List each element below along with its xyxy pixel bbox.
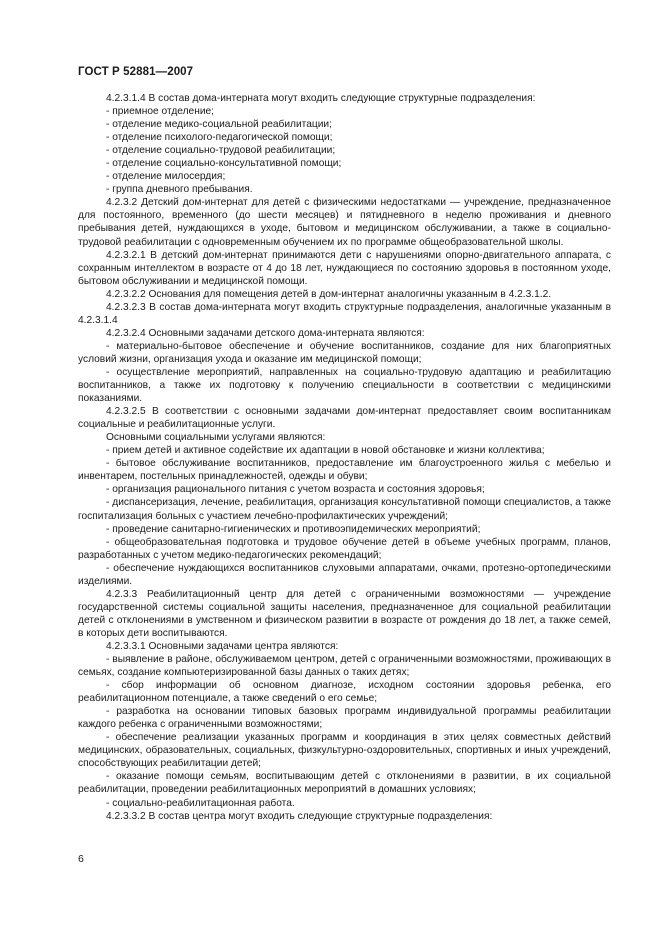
paragraph: - бытовое обслуживание воспитанников, предоставление им благоустроенного жилья с мебелью и инвентарем, постельных принадлежностей, одежды и обуви;: [78, 458, 611, 483]
document-body: [78, 92, 611, 823]
paragraph: 4.2.3.1.4 В состав дома-интерната могут входить следующие структурные подразделения:: [106, 93, 536, 104]
paragraph: - выявление в районе, обслуживаемом центром, детей с ограниченными возможностями, проживающих в семьях, создание компьютеризированной базы данных о таких детях;: [78, 654, 611, 679]
paragraph: 4.2.3.2.5 В соответствии с основными задачами дом-интернат предоставляет своим воспитанникам социальные и реабилитационные услуги.: [78, 406, 611, 431]
paragraph: Основными социальными услугами являются:: [106, 432, 326, 444]
paragraph: - оказание помощи семьям, воспитывающим детей с отклонениями в развитии, в их социальной реабилитации, проведении реабилитационных мероприятий в домашних условиях;: [78, 771, 611, 796]
paragraph: - группа дневного пребывания.: [106, 184, 253, 196]
paragraph: 4.2.3.2.3 В состав дома-интерната могут входить структурные подразделения, аналогичные указанным в 4.2.3.1.4: [78, 301, 611, 326]
paragraph: - обеспечение нуждающихся воспитанников слуховыми аппаратами, очками, протезно-ортопедическими изделиями.: [78, 562, 611, 587]
paragraph: 4.2.3.3 Реабилитационный центр для детей с ограниченными возможностями — учреждение государственной системы социальной защиты населения, предназначенное для социальной реабилитации детей с отклонениями в умственном и физическом развитии в возрасте от рождения до 18 лет, а также семей, в которых дети воспитываются.: [78, 588, 611, 639]
paragraph: - обеспечение реализации указанных программ и координация в этих целях совместных действий медицинских, образовательных, социальных, физкультурно-оздоровительных, спортивных и иных учреждений, способствующих реабилитации детей;: [78, 732, 611, 770]
paragraph: - организация рационального питания с учетом возраста и состояния здоровья;: [106, 484, 485, 496]
paragraph: - осуществление мероприятий, направленных на социально-трудовую адаптацию и реабилитацию воспитанников, а также их подготовку к получению специальности в соответствии с медицинскими показаниями.: [78, 366, 611, 405]
paragraph: - материально-бытовое обеспечение и обучение воспитанников, создание для них благоприятных условий жизни, организация ухода и оказание им медицинской помощи;: [78, 340, 611, 365]
paragraph: - социально-реабилитационная работа.: [106, 797, 295, 809]
paragraph: - прием детей и активное содействие их адаптации в новой обстановке и жизни коллектива;: [106, 445, 545, 457]
paragraph: - отделение социально-трудовой реабилитации;: [106, 145, 336, 157]
paragraph: - разработка на основании типовых базовых программ индивидуальной программы реабилитации каждого ребенка с ограниченными возможностями;: [78, 706, 611, 731]
paragraph: 4.2.3.2 Детский дом-интернат для детей с физическими недостатками — учреждение, предназначенное для постоянного, временного (до шести месяцев) и пятидневного в неделю проживания и дневного пребывания детей, нуждающихся в уходе, бытовом и медицинском обслуживании, а также в социально-трудовой реабилитации с одновременным обучением их по программе общеобразовательной школы.: [78, 197, 611, 248]
paragraph: - приемное отделение;: [106, 106, 215, 118]
paragraph: - отделение медико-социальной реабилитации;: [106, 119, 332, 131]
paragraph: - отделение милосердия;: [106, 171, 226, 183]
page-number: 6: [78, 853, 84, 865]
document-header: ГОСТ Р 52881—2007: [78, 66, 194, 78]
paragraph: - общеобразовательная подготовка и трудовое обучение детей в объеме учебных программ, планов, разработанных с учетом медико-педагогических рекомендаций;: [78, 536, 611, 561]
paragraph: 4.2.3.3.1 Основными задачами центра являются:: [106, 640, 339, 652]
paragraph: - сбор информации об основном диагнозе, исходном состоянии здоровья ребенка, его реабилитационном потенциале, а также сведений о его семье;: [78, 680, 611, 705]
paragraph: - диспансеризация, лечение, реабилитация, организация консультативной помощи специалистов, а также госпитализация больных с участием лечебно-профилактических учреждений;: [78, 497, 611, 522]
paragraph: - отделение социально-консультативной помощи;: [106, 158, 342, 170]
paragraph: 4.2.3.2.4 Основными задачами детского дома-интерната являются:: [106, 327, 425, 339]
paragraph: 4.2.3.3.2 В состав центра могут входить следующие структурные подразделения:: [106, 810, 493, 822]
paragraph: - отделение психолого-педагогической помощи;: [106, 132, 333, 144]
paragraph: 4.2.3.2.1 В детский дом-интернат принимаются дети с нарушениями опорно-двигательного аппарата, с сохранным интеллектом в возрасте от 4 до 18 лет, нуждающиеся по состоянию здоровья в постоянном уходе, бытовом обслуживании и медицинской помощи.: [78, 249, 611, 287]
paragraph: 4.2.3.2.2 Основания для помещения детей в дом-интернат аналогичны указанным в 4.2.3.1.2.: [106, 288, 552, 300]
paragraph: - проведение санитарно-гигиенических и противоэпидемических мероприятий;: [106, 523, 481, 535]
